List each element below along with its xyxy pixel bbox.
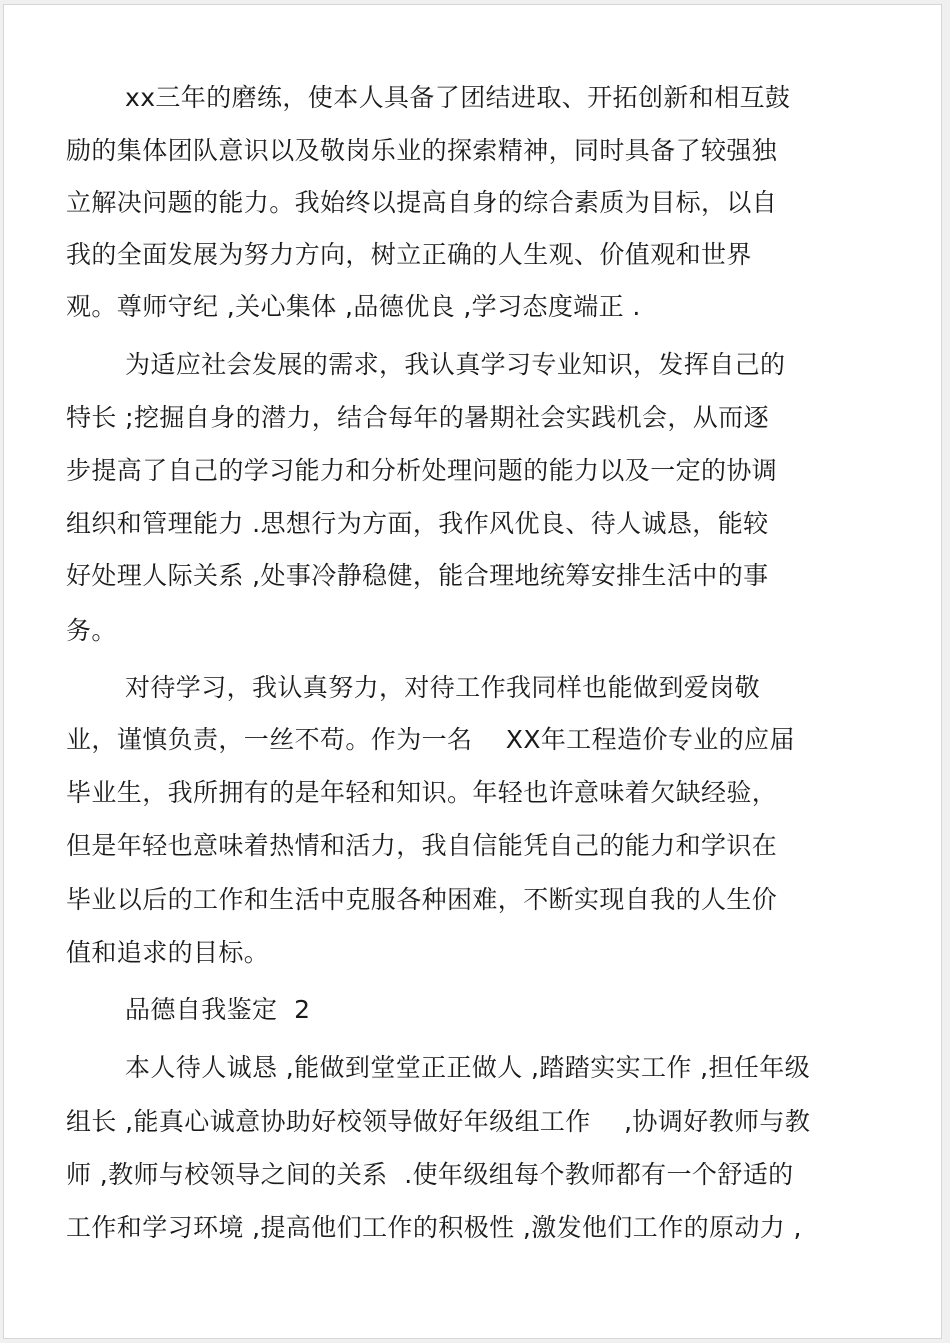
paragraph-1-line-2: 励的集体团队意识以及敬岗乐业的探索精神，同时具备了较强独 — [66, 136, 778, 165]
paragraph-3-line-5: 毕业以后的工作和生活中克服各种困难，不断实现自我的人生价 — [66, 885, 778, 914]
paragraph-2-line-5: 好处理人际关系 ,处事冷静稳健，能合理地统筹安排生活中的事 — [66, 561, 769, 590]
paragraph-1-line-3: 立解决问题的能力。我始终以提高自身的综合素质为目标，以自 — [66, 188, 778, 217]
section-heading: 品德自我鉴定 2 — [125, 995, 311, 1024]
paragraph-1-line-1: xx三年的磨练，使本人具备了团结进取、开拓创新和相互鼓 — [125, 83, 791, 112]
document-page — [3, 4, 942, 1339]
paragraph-1-line-5: 观。尊师守纪 ,关心集体 ,品德优良 ,学习态度端正 . — [66, 292, 641, 321]
paragraph-4-line-1: 本人待人诚恳 ,能做到堂堂正正做人 ,踏踏实实工作 ,担任年级 — [125, 1053, 811, 1082]
paragraph-4-line-2: 组长 ,能真心诚意协助好校领导做好年级组工作 ,协调好教师与教 — [66, 1107, 811, 1136]
paragraph-3-line-3: 毕业生，我所拥有的是年轻和知识。年轻也许意味着欠缺经验， — [66, 778, 778, 807]
paragraph-4-line-4: 工作和学习环境 ,提高他们工作的积极性 ,激发他们工作的原动力 , — [66, 1213, 802, 1242]
paragraph-2-line-3: 步提高了自己的学习能力和分析处理问题的能力以及一定的协调 — [66, 456, 778, 485]
paragraph-2-line-4: 组织和管理能力 .思想行为方面，我作风优良、待人诚恳，能较 — [66, 509, 769, 538]
paragraph-3-line-6: 值和追求的目标。 — [66, 938, 270, 967]
paragraph-4-line-3: 师 ,教师与校领导之间的关系 .使年级组每个教师都有一个舒适的 — [66, 1160, 794, 1189]
paragraph-2-line-1: 为适应社会发展的需求，我认真学习专业知识，发挥自己的 — [125, 350, 786, 379]
paragraph-2-line-6: 务。 — [66, 616, 117, 645]
paragraph-3-line-2: 业，谨慎负责，一丝不苟。作为一名 XX年工程造价专业的应届 — [66, 725, 795, 754]
paragraph-3-line-4: 但是年轻也意味着热情和活力，我自信能凭自己的能力和学识在 — [66, 831, 778, 860]
paragraph-2-line-2: 特长 ;挖掘自身的潜力，结合每年的暑期社会实践机会，从而逐 — [66, 403, 769, 432]
paragraph-1-line-4: 我的全面发展为努力方向，树立正确的人生观、价值观和世界 — [66, 240, 752, 269]
paragraph-3-line-1: 对待学习，我认真努力，对待工作我同样也能做到爱岗敬 — [125, 673, 761, 702]
